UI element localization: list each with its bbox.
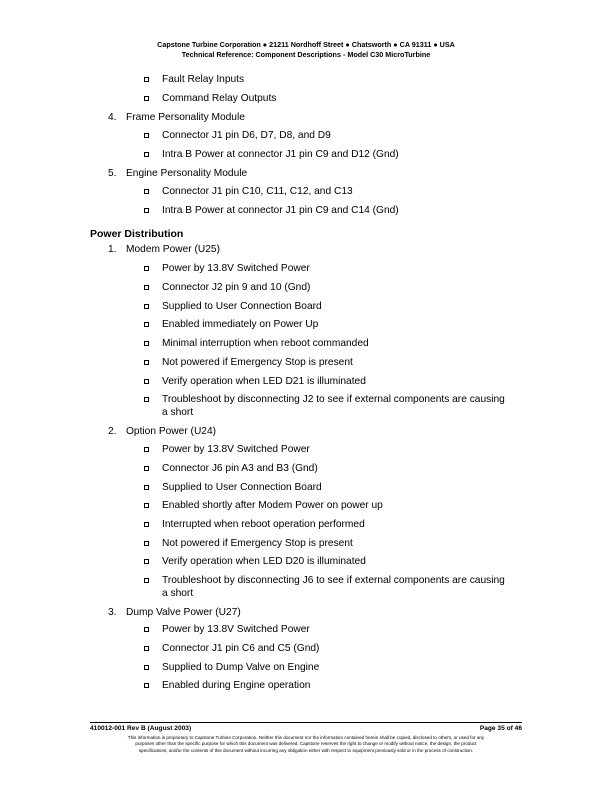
bullet-icon bbox=[144, 322, 149, 327]
list-item: Connector J6 pin A3 and B3 (Gnd) bbox=[162, 463, 318, 474]
list-item: Supplied to Dump Valve on Engine bbox=[162, 662, 320, 673]
list-number: 1. bbox=[108, 244, 117, 255]
bullet-icon bbox=[144, 503, 149, 508]
disclaimer-line: purposes other than the specific purpose for which this document was delivered. Capstone reserves the right to change or modify without notice, the design, the product bbox=[135, 741, 477, 747]
list-item: Power by 13.8V Switched Power bbox=[162, 263, 310, 274]
list-item: Supplied to User Connection Board bbox=[162, 482, 322, 493]
bullet-icon bbox=[144, 578, 149, 583]
header-company-line: Capstone Turbine Corporation ● 21211 Nordhoff Street ● Chatsworth ● CA 91311 ● USA bbox=[157, 40, 455, 49]
list-item: Enabled during Engine operation bbox=[162, 680, 311, 691]
list-item: Minimal interruption when reboot commanded bbox=[162, 338, 369, 349]
engine-module-title: Engine Personality Module bbox=[126, 168, 248, 179]
bullet-icon bbox=[144, 646, 149, 651]
list-item: Power by 13.8V Switched Power bbox=[162, 444, 310, 455]
list-item: Supplied to User Connection Board bbox=[162, 301, 322, 312]
bullet-icon bbox=[144, 665, 149, 670]
list-number: 5. bbox=[108, 168, 117, 179]
bullet-icon bbox=[144, 208, 149, 213]
list-item: Interrupted when reboot operation performed bbox=[162, 519, 365, 530]
bullet-icon bbox=[144, 559, 149, 564]
list-item: Intra B Power at connector J1 pin C9 and D12 (Gnd) bbox=[162, 149, 399, 160]
bullet-icon bbox=[144, 96, 149, 101]
bullet-icon bbox=[144, 285, 149, 290]
header-title-line: Technical Reference: Component Descriptions - Model C30 MicroTurbine bbox=[181, 50, 431, 59]
modem-power-title: Modem Power (U25) bbox=[126, 244, 220, 255]
disclaimer-line: specifications, and/or the contents of this document without incurring any obligation either with respect to equipment previously sold or in the process of construction. bbox=[138, 747, 474, 753]
bullet-icon bbox=[144, 379, 149, 384]
list-number: 2. bbox=[108, 426, 117, 437]
list-item: Not powered if Emergency Stop is present bbox=[162, 357, 353, 368]
list-item: Enabled immediately on Power Up bbox=[162, 319, 319, 330]
bullet-icon bbox=[144, 266, 149, 271]
list-item: Verify operation when LED D21 is illuminated bbox=[162, 376, 366, 387]
list-number: 3. bbox=[108, 607, 117, 618]
list-number: 4. bbox=[108, 112, 117, 123]
list-item-continuation: a short bbox=[162, 588, 194, 599]
bullet-icon bbox=[144, 397, 149, 402]
list-item: Fault Relay Inputs bbox=[162, 74, 245, 85]
list-item: Connector J1 pin C6 and C5 (Gnd) bbox=[162, 643, 320, 654]
dump-valve-power-title: Dump Valve Power (U27) bbox=[126, 607, 241, 618]
bullet-icon bbox=[144, 466, 149, 471]
list-item: Not powered if Emergency Stop is present bbox=[162, 538, 353, 549]
disclaimer-line: This information is proprietary to Capstone Turbine Corporation. Neither this document nor the information contained herein shall be copied, disclosed to others, or used for any bbox=[127, 735, 485, 740]
bullet-icon bbox=[144, 152, 149, 157]
bullet-icon bbox=[144, 360, 149, 365]
list-item: Power by 13.8V Switched Power bbox=[162, 624, 310, 635]
list-item: Verify operation when LED D20 is illuminated bbox=[162, 556, 366, 567]
bullet-icon bbox=[144, 447, 149, 452]
list-item-continuation: a short bbox=[162, 407, 194, 418]
list-item: Troubleshoot by disconnecting J6 to see if external components are causing bbox=[162, 575, 505, 586]
footer-page-number: Page 35 of 46 bbox=[479, 725, 522, 732]
bullet-icon bbox=[144, 541, 149, 546]
list-item: Connector J1 pin C10, C11, C12, and C13 bbox=[162, 186, 353, 197]
footer-disclaimer bbox=[80, 735, 532, 754]
list-item: Intra B Power at connector J1 pin C9 and C14 (Gnd) bbox=[162, 205, 399, 216]
bullet-icon bbox=[144, 304, 149, 309]
footer-divider bbox=[90, 722, 522, 723]
bullet-icon bbox=[144, 189, 149, 194]
list-item: Command Relay Outputs bbox=[162, 93, 277, 104]
bullet-icon bbox=[144, 133, 149, 138]
list-item: Connector J2 pin 9 and 10 (Gnd) bbox=[162, 282, 311, 293]
bullet-icon bbox=[144, 485, 149, 490]
frame-module-title: Frame Personality Module bbox=[126, 112, 245, 123]
bullet-icon bbox=[144, 522, 149, 527]
bullet-icon bbox=[144, 341, 149, 346]
option-power-title: Option Power (U24) bbox=[126, 426, 217, 437]
list-item: Enabled shortly after Modem Power on power up bbox=[162, 500, 383, 511]
bullet-icon bbox=[144, 683, 149, 688]
bullet-icon bbox=[144, 77, 149, 82]
footer-doc-id: 410012-001 Rev B (August 2003) bbox=[90, 725, 192, 732]
list-item: Connector J1 pin D6, D7, D8, and D9 bbox=[162, 130, 331, 141]
list-item: Troubleshoot by disconnecting J2 to see if external components are causing bbox=[162, 394, 505, 405]
bullet-icon bbox=[144, 627, 149, 632]
section-title: Power Distribution bbox=[90, 228, 184, 240]
